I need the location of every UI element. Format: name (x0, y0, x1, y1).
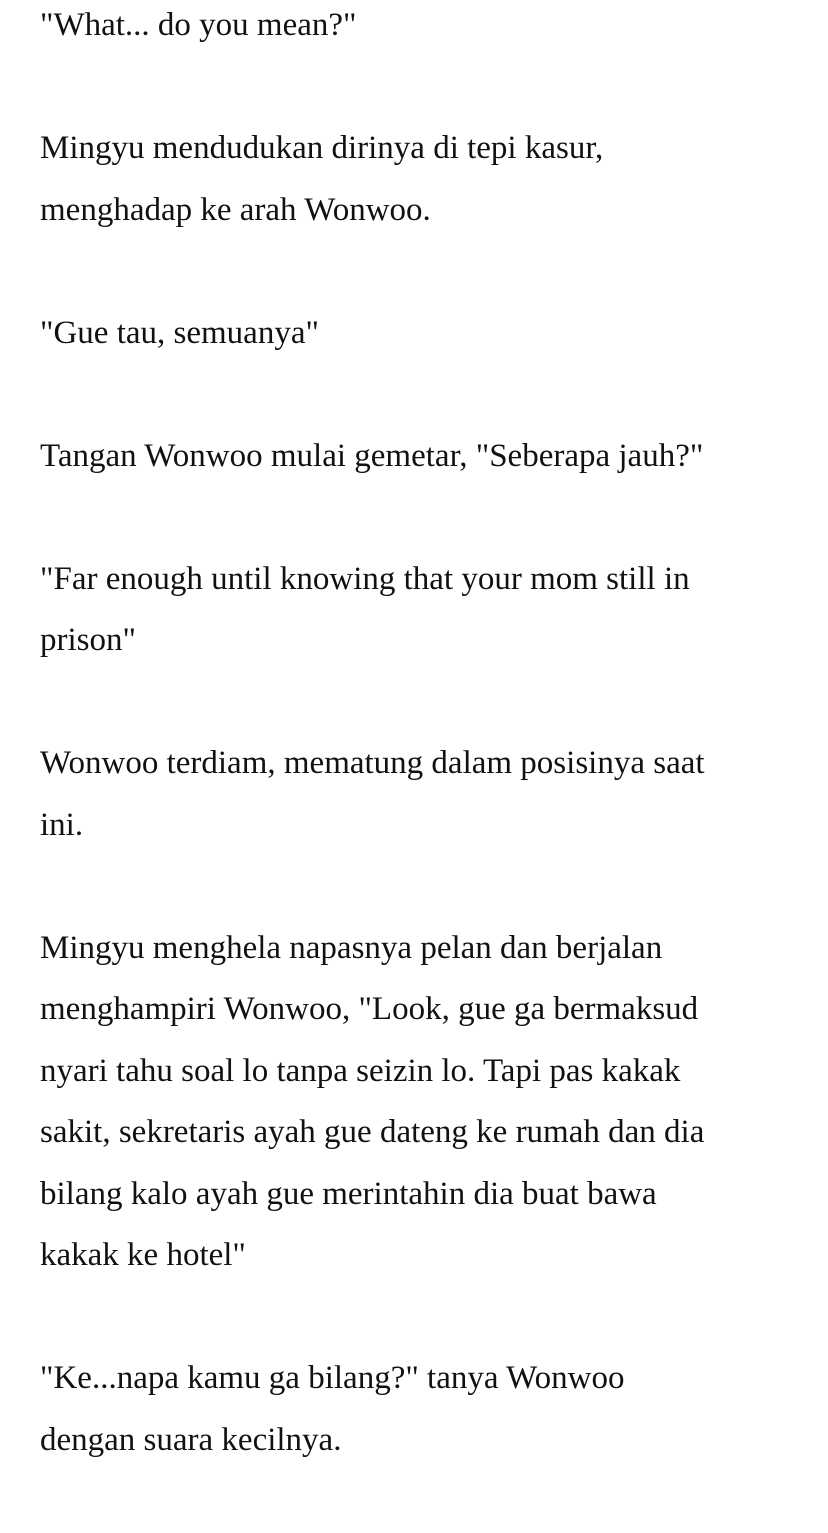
paragraph-1 (40, 0, 800, 57)
text-line: "Ke...napa kamu ga bilang?" tanya Wonwoo (40, 1360, 625, 1396)
paragraph-5 (40, 549, 800, 672)
text-line: menghampiri Wonwoo, "Look, gue ga bermaksud (40, 991, 699, 1027)
text-line: Wonwoo terdiam, mematung dalam posisinya saat (40, 745, 705, 781)
text-line: sakit, sekretaris ayah gue dateng ke rumah dan dia (40, 1114, 705, 1150)
text-line: prison" (40, 622, 136, 658)
story-text (40, 0, 800, 1533)
paragraph-7 (40, 918, 800, 1287)
text-line: nyari tahu soal lo tanpa seizin lo. Tapi pas kakak (40, 1052, 681, 1089)
text-line: "Far enough until knowing that your mom still in (40, 560, 690, 597)
text-line: kakak ke hotel" (40, 1237, 246, 1273)
paragraph-2 (40, 118, 800, 241)
paragraph-6 (40, 733, 800, 856)
text-line: menghadap ke arah Wonwoo. (40, 191, 431, 228)
text-line: ini. (40, 806, 84, 843)
text-line: "Gue tau, semuanya" (40, 314, 319, 351)
text-line: bilang kalo ayah gue merintahin dia buat bawa (40, 1175, 657, 1212)
paragraph-4 (40, 426, 800, 488)
text-line: "What... do you mean?" (40, 7, 357, 43)
text-line: Mingyu mendudukan dirinya di tepi kasur, (40, 130, 604, 166)
paragraph-8 (40, 1348, 800, 1471)
paragraph-3 (40, 303, 800, 365)
text-line: Tangan Wonwoo mulai gemetar, "Seberapa jauh?" (40, 437, 704, 474)
text-line: dengan suara kecilnya. (40, 1421, 342, 1458)
text-line: Mingyu menghela napasnya pelan dan berjalan (40, 929, 663, 966)
